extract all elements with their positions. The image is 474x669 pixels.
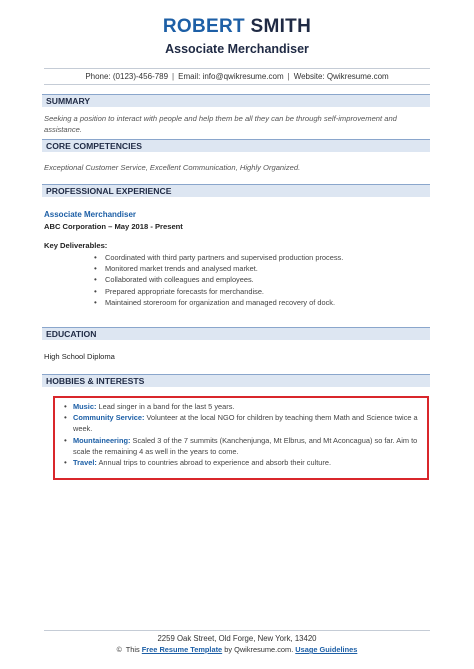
section-heading-summary: SUMMARY bbox=[42, 94, 430, 107]
section-heading-hobbies: HOBBIES & INTERESTS bbox=[42, 374, 430, 387]
section-heading-competencies: CORE COMPETENCIES bbox=[42, 139, 430, 152]
contact-line: Phone: (0123)-456-789 | Email: info@qwikresume.com | Website: Qwikresume.com bbox=[85, 72, 389, 81]
footer-credit: © This Free Resume Template by Qwikresume.com. Usage Guidelines bbox=[116, 645, 358, 654]
divider bbox=[44, 68, 430, 69]
list-item: • Maintained storeroom for organization and managed recovery of dock. bbox=[94, 297, 336, 307]
footer-address: 2259 Oak Street, Old Forge, New York, 13420 bbox=[157, 634, 317, 643]
key-deliverables-label: Key Deliverables: bbox=[44, 241, 108, 250]
phone: Phone: (0123)-456-789 bbox=[85, 72, 169, 81]
bullet-icon: • bbox=[64, 435, 67, 445]
list-item: • Travel: Annual trips to countries abroad to experience and absorb their culture. bbox=[64, 458, 332, 468]
list-item: • Music: Lead singer in a band for the last 5 years. bbox=[64, 402, 235, 411]
divider bbox=[44, 630, 430, 631]
list-item: • Monitored market trends and analysed market. bbox=[94, 264, 258, 274]
deliverables-list bbox=[92, 252, 432, 308]
last-name: SMITH bbox=[250, 16, 312, 37]
list-item: • Community Service: Volunteer at the local NGO for children by teaching them Math and Science twice a week. bbox=[64, 413, 418, 434]
bullet-icon: • bbox=[94, 286, 97, 296]
summary-text: Seeking a position to interact with people and help them be all they can be through self-improvement and assistance. bbox=[44, 114, 397, 134]
role-title: Associate Merchandiser bbox=[44, 210, 137, 219]
usage-guidelines-link[interactable]: Usage Guidelines bbox=[295, 645, 358, 654]
section-heading-education: EDUCATION bbox=[42, 327, 430, 340]
list-item: • Prepared appropriate forecasts for merchandise. bbox=[94, 286, 264, 296]
list-item: • Collaborated with colleagues and employees. bbox=[94, 275, 254, 285]
company-line: ABC Corporation – May 2018 - Present bbox=[44, 222, 183, 231]
bullet-icon: • bbox=[94, 264, 97, 274]
hobbies-list bbox=[62, 401, 422, 468]
bullet-icon: • bbox=[94, 297, 97, 307]
bullet-icon: • bbox=[64, 458, 67, 468]
website: Website: Qwikresume.com bbox=[293, 72, 389, 81]
copyright-icon: © bbox=[116, 647, 122, 654]
candidate-name bbox=[0, 16, 474, 38]
site-name: Qwikresume.com bbox=[234, 645, 292, 654]
job-title: Associate Merchandiser bbox=[165, 42, 309, 56]
competencies-text: Exceptional Customer Service, Excellent Communication, Highly Organized. bbox=[44, 163, 301, 172]
free-resume-template-link[interactable]: Free Resume Template bbox=[141, 645, 223, 654]
list-item: • Mountaineering: Scaled 3 of the 7 summits (Kanchenjunga, Mt Elbrus, and Mt Aconcagua) so far. Aim to scale the remaining 4 as well in the years to come. bbox=[64, 435, 418, 456]
divider bbox=[44, 84, 430, 85]
bullet-icon: • bbox=[64, 413, 67, 423]
list-item: • Coordinated with third party partners and supervised production process. bbox=[94, 253, 344, 262]
section-heading-experience: PROFESSIONAL EXPERIENCE bbox=[42, 184, 430, 197]
first-name: ROBERT bbox=[162, 16, 245, 37]
education-text: High School Diploma bbox=[44, 352, 115, 361]
email: Email: info@qwikresume.com bbox=[178, 72, 284, 81]
bullet-icon: • bbox=[94, 253, 97, 262]
bullet-icon: • bbox=[94, 275, 97, 285]
bullet-icon: • bbox=[64, 402, 67, 411]
